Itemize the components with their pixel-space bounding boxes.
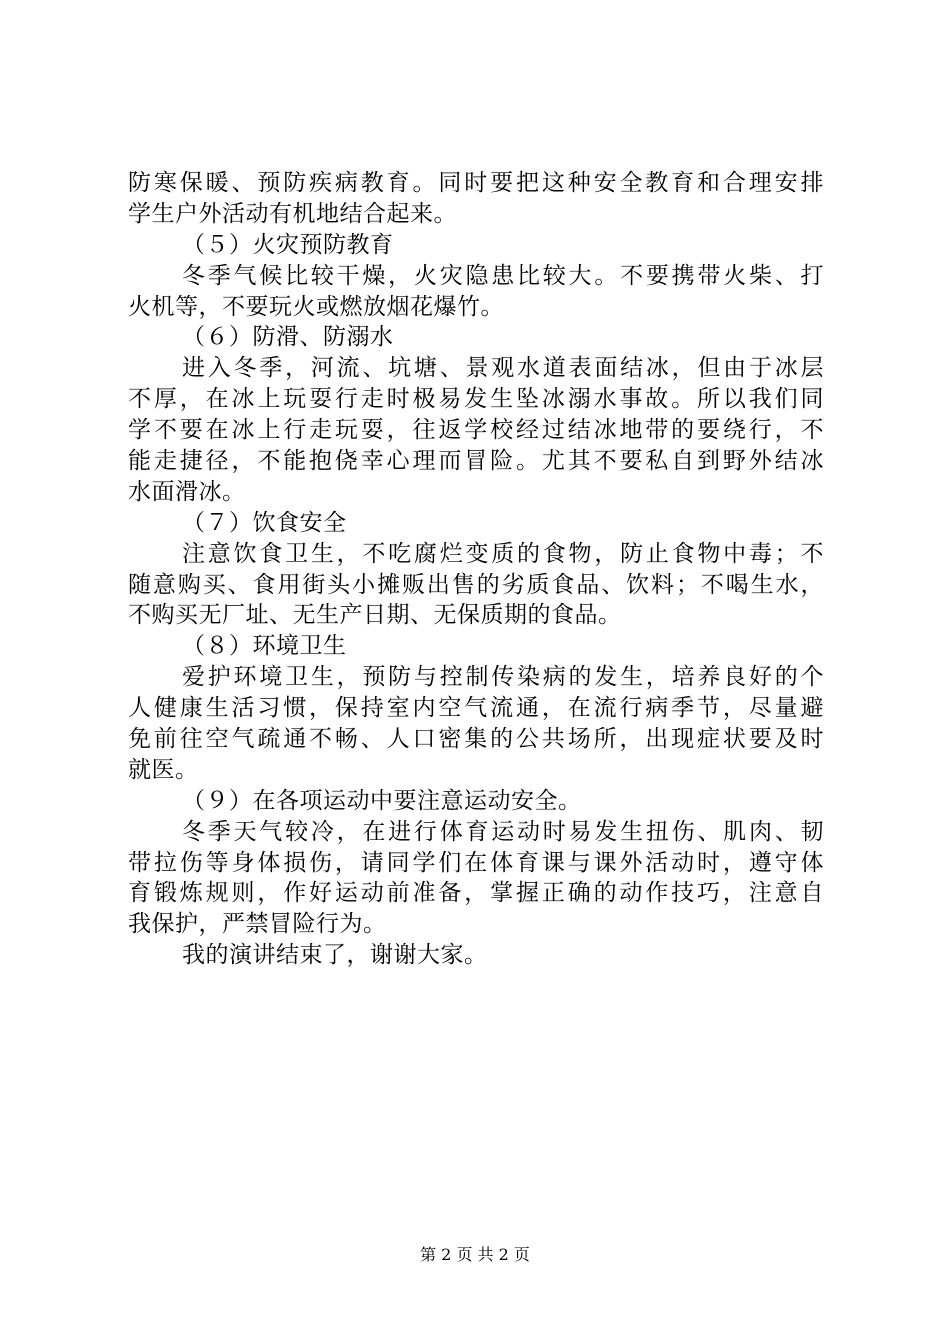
text-line: 注意饮食卫生，不吃腐烂变质的食物，防止食物中毒；不 bbox=[182, 540, 824, 567]
text-line: （９）在各项运动中要注意运动安全。 bbox=[182, 787, 582, 814]
text-line: 带拉伤等身体损伤，请同学们在体育课与课外活动时，遵守体 bbox=[128, 849, 824, 876]
text-line: 学生户外活动有机地结合起来。 bbox=[128, 200, 457, 227]
text-line: 免前往空气疏通不畅、人口密集的公共场所，出现症状要及时 bbox=[128, 726, 824, 753]
text-line: （８）环境卫生 bbox=[182, 633, 347, 660]
text-line: 爱护环境卫生，预防与控制传染病的发生，培养良好的个 bbox=[182, 664, 824, 691]
text-line: （７）饮食安全 bbox=[182, 509, 347, 536]
text-line: 我的演讲结束了，谢谢大家。 bbox=[182, 942, 488, 969]
text-line: 冬季气候比较干燥，火灾隐患比较大。不要携带火柴、打 bbox=[182, 262, 824, 289]
text-line: 能走捷径，不能抱侥幸心理而冒险。尤其不要私自到野外结冰 bbox=[128, 448, 824, 475]
document-body bbox=[128, 168, 824, 971]
text-line: 防寒保暖、预防疾病教育。同时要把这种安全教育和合理安排 bbox=[128, 170, 824, 196]
text-line: 水面滑冰。 bbox=[128, 478, 246, 505]
text-line: 就医。 bbox=[128, 756, 199, 783]
text-line: 冬季天气较冷，在进行体育运动时易发生扭伤、肌肉、韧 bbox=[182, 818, 824, 845]
text-line: 不厚，在冰上玩耍行走时极易发生坠冰溺水事故。所以我们同 bbox=[128, 386, 824, 413]
text-line: 我保护，严禁冒险行为。 bbox=[128, 911, 387, 938]
text-line: 火机等，不要玩火或燃放烟花爆竹。 bbox=[128, 293, 504, 320]
text-line: 学不要在冰上行走玩耍，往返学校经过结冰地带的要绕行，不 bbox=[128, 417, 824, 444]
text-line: 进入冬季，河流、坑塘、景观水道表面结冰，但由于冰层 bbox=[182, 355, 824, 382]
text-line: 不购买无厂址、无生产日期、无保质期的食品。 bbox=[128, 602, 622, 629]
page-footer: 第 2 页 共 2 页 bbox=[420, 1245, 530, 1264]
text-line: （５）火灾预防教育 bbox=[182, 231, 394, 258]
text-line: 随意购买、食用街头小摊贩出售的劣质食品、饮料；不喝生水， bbox=[128, 571, 824, 598]
text-line: 人健康生活习惯，保持室内空气流通，在流行病季节，尽量避 bbox=[128, 695, 824, 722]
text-line: 育锻炼规则，作好运动前准备，掌握正确的动作技巧，注意自 bbox=[128, 880, 824, 907]
text-line: （６）防滑、防溺水 bbox=[182, 324, 394, 351]
